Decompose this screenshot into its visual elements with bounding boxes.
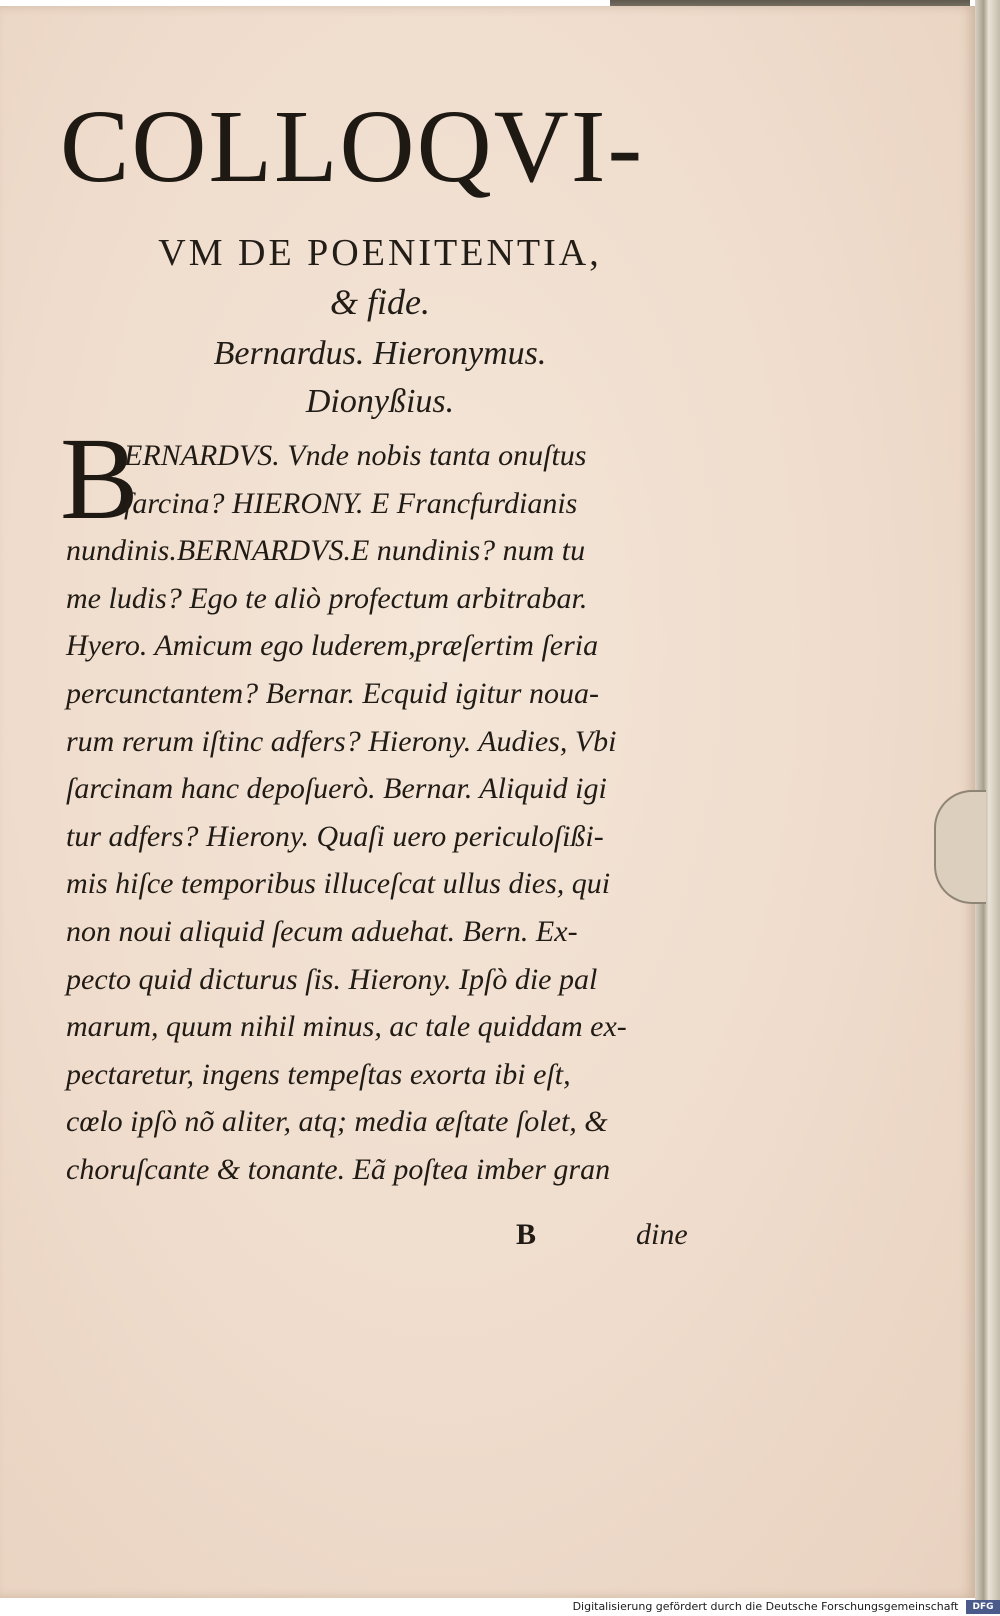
text-line: non noui aliquid ſecum aduehat. Bern. Ex- [66, 914, 578, 948]
text-line: percunctantem? Bernar. Ecquid igitur noua- [66, 676, 599, 710]
text-line: choruſcante & tonante. Eã poſtea imber gran [66, 1152, 611, 1186]
speakers-line-1: Bernardus. Hieronymus. [213, 335, 547, 372]
speakers-line-2: Dionyßius. [305, 383, 455, 420]
text-line: rum rerum iſtinc adfers? Hierony. Audies, Vbi [66, 724, 617, 758]
text-line: ERNARDVS. Vnde nobis tanta onuſtus [124, 439, 587, 472]
text-line: Hyero. Amicum ego luderem,præſertim ſeria [66, 629, 599, 663]
page-tab [934, 790, 986, 904]
drop-cap: B [60, 413, 139, 544]
signature-mark: B [516, 1218, 537, 1251]
footer-text: Digitalisierung gefördert durch die Deutsche Forschungsgemeinschaft [572, 1600, 959, 1613]
text-line: me ludis? Ego te aliò profectum arbitrabar. [66, 581, 588, 615]
title-main: COLLOQVI- [60, 89, 645, 204]
text-line: tur adfers? Hierony. Quaſi uero periculoſißi- [66, 819, 604, 853]
text-line: cœlo ipſò nõ aliter, atq; media æſtate ſolet, & [66, 1105, 608, 1139]
text-line: mis hiſce temporibus illuceſcat ullus dies, qui [66, 867, 611, 901]
title-subtitle-2: & fide. [330, 282, 430, 322]
page-foot [66, 1218, 686, 1268]
dfg-logo: DFG [966, 1600, 1000, 1614]
body-text [66, 432, 686, 1194]
text-line: nundinis.BERNARDVS.E nundinis? num tu [66, 534, 586, 568]
speakers-list [60, 330, 700, 426]
text-line: pectaretur, ingens tempeſtas exorta ibi eſt, [66, 1057, 571, 1091]
title-subtitle: VM DE POENITENTIA, [158, 232, 602, 274]
text-line: marum, quum nihil minus, ac tale quiddam ex- [66, 1010, 627, 1044]
text-line: ſarcina? HIERONY. E Francfurdianis [124, 486, 578, 520]
catchword: dine [636, 1218, 688, 1251]
digitization-footer [560, 1598, 1000, 1616]
text-line: pecto quid dicturus ſis. Hierony. Ipſò die pal [66, 962, 598, 996]
text-line: ſarcinam hanc depoſuerò. Bernar. Aliquid igi [66, 772, 607, 806]
